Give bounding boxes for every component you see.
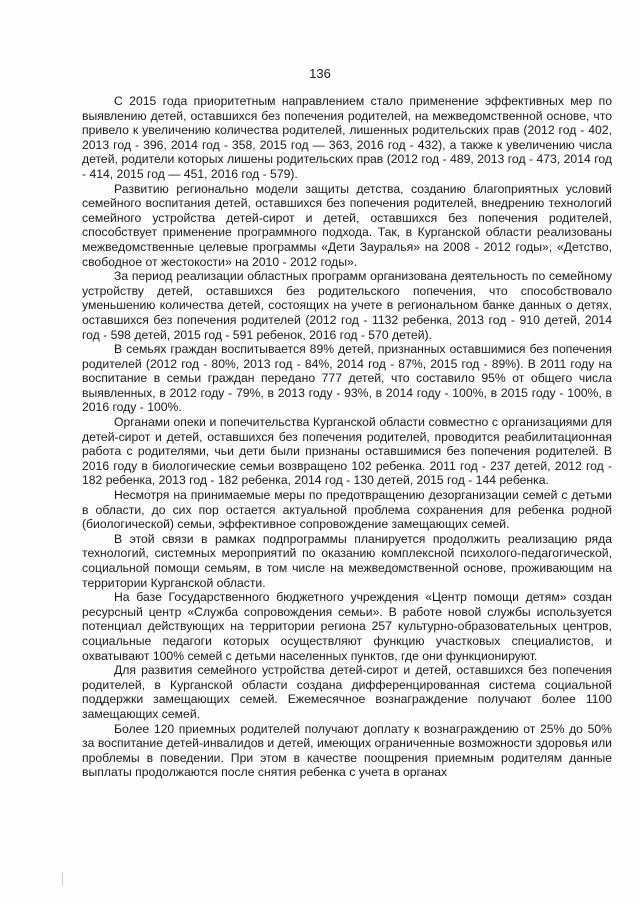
scan-edge-mark bbox=[62, 872, 63, 886]
paragraph-10: Более 120 приемных родителей получают доплату к вознаграждению от 25% до 50% за воспитание детей-инвалидов и детей, имеющих ограниченные возможности здоровья или проблемы в поведении. При этом в качестве поощрения приемным родителям данные выплаты продолжаются после снятия ребенка с учета в органах bbox=[82, 721, 612, 780]
paragraph-4: В семьях граждан воспитывается 89% детей, признанных оставшимися без попечения родителей (2012 год - 80%, 2013 год - 84%, 2014 год - 87%, 2015 год - 89%). В 2011 году на воспитание в семьи граждан передано 777 детей, что составило 95% от общего числа выявленных, в 2012 году - 79%, в 2013 году - 93%, в 2014 году - 100%, в 2015 году - 100%, в 2016 году - 100%. bbox=[82, 342, 612, 415]
paragraph-1: С 2015 года приоритетным направлением стало применение эффективных мер по выявлению детей, оставшихся без попечения родителей, на межведомственной основе, что привело к увеличению количества родителей, лишенных родительских прав (2012 год - 402, 2013 год - 396, 2014 год - 358, 2015 год — 363, 2016 год - 432), а также к увеличению числа детей, родители которых лишены родительских прав (2012 год - 489, 2013 год - 473, 2014 год - 414, 2015 год — 451, 2016 год - 579). bbox=[82, 94, 612, 181]
paragraph-2: Развитию регионально модели защиты детства, созданию благоприятных условий семейного воспитания детей, оставшихся без попечения родителей, внедрению технологий семейного устройства детей-сирот и детей, оставшихся без попечения родителей, способствует применение программного подхода. Так, в Курганской области реализованы межведомственные целевые программы «Дети Зауралья» на 2008 - 2012 годы», «Детство, свободное от жестокости» на 2010 - 2012 годы». bbox=[82, 181, 612, 269]
paragraph-3: За период реализации областных программ организована деятельность по семейному устройству детей, оставшихся без родительского попечения, что способствовало уменьшению количества детей, состоящих на учете в региональном банке данных о детях, оставшихся без попечения родителей (2012 год - 1132 ребенка, 2013 год - 910 детей, 2014 год - 598 детей, 2015 год - 591 ребенок, 2016 год - 570 детей). bbox=[82, 269, 612, 342]
document-body bbox=[82, 94, 612, 780]
paragraph-6: Несмотря на принимаемые меры по предотвращению дезорганизации семей с детьми в области, до сих пор остается актуальной проблема сохранения для ребенка родной (биологической) семьи, эффективное сопровождение замещающих семей. bbox=[82, 488, 612, 532]
paragraph-5: Органами опеки и попечительства Курганской области совместно с организациями для детей-сирот и детей, оставшихся без попечения родителей, проводится реабилитационная работа с родителями, чьи дети были признаны оставшимися без попечения родителей. В 2016 году в биологические семьи возвращено 102 ребенка. 2011 год - 237 детей, 2012 год - 182 ребенка, 2013 год - 182 ребенка, 2014 год - 130 детей, 2015 год - 144 ребенка. bbox=[82, 415, 612, 488]
page-number: 136 bbox=[309, 66, 331, 81]
paragraph-7: В этой связи в рамках подпрограммы планируется продолжить реализацию ряда технологий, системных мероприятий по оказанию комплексной психолого-педагогической, социальной помощи семьям, в том числе на межведомственной основе, проживающим на территории Курганской области. bbox=[82, 531, 612, 590]
paragraph-8: На базе Государственного бюджетного учреждения «Центр помощи детям» создан ресурсный центр «Служба сопровождения семьи». В работе новой службы используется потенциал действующих на территории региона 257 культурно-образовательных центров, социальные педагоги которых осуществляют функцию участковых специалистов, и охватывают 100% семей с детьми населенных пунктов, где они функционируют. bbox=[82, 590, 612, 663]
paragraph-9: Для развития семейного устройства детей-сирот и детей, оставшихся без попечения родителей, в Курганской области создана дифференцированная система социальной поддержки замещающих семей. Ежемесячное вознаграждение получают более 1100 замещающих семей. bbox=[82, 663, 612, 721]
